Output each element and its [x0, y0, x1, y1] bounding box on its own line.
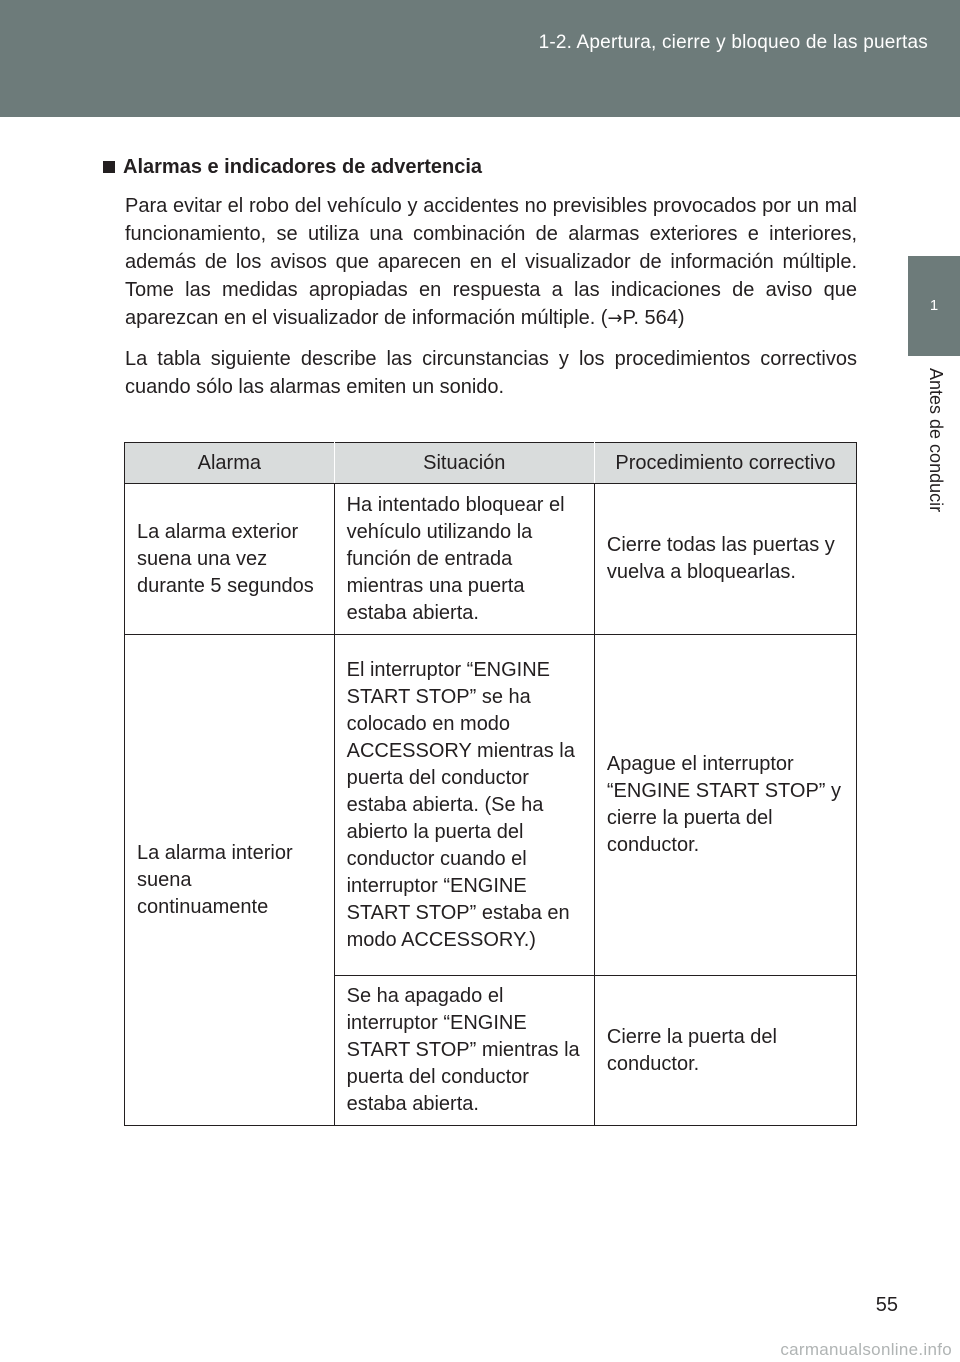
- section-heading: [103, 152, 857, 182]
- table-header-row: [125, 443, 857, 484]
- page-reference-link[interactable]: P. 564): [622, 307, 685, 329]
- alarm-table: [124, 442, 857, 1126]
- square-bullet-icon: [103, 161, 115, 173]
- arrow-right-icon: →: [607, 308, 623, 329]
- procedure-cell: Apague el interruptor “ENGINE START STOP” y cierre la puerta del conductor.: [594, 635, 856, 976]
- side-tab-label-text: Antes de conducir: [926, 368, 946, 513]
- side-tab-number: 1: [908, 256, 960, 356]
- table-row: [125, 484, 857, 635]
- procedure-cell: Cierre todas las puertas y vuelva a bloquearlas.: [594, 484, 856, 635]
- page-number: 55: [875, 1294, 898, 1316]
- header-situation: Situación: [334, 443, 594, 484]
- header-alarm: Alarma: [125, 443, 335, 484]
- intro-paragraph: [125, 192, 857, 333]
- header-procedure: Procedimiento correctivo: [594, 443, 856, 484]
- intro-paragraph-text: Para evitar el robo del vehículo y accidentes no previsibles provocados por un mal funcionamiento, se utiliza una combinación de alarmas exteriores e interiores, además de los avisos que aparecen en el visualizador de información múltiple. Tome las medidas apropiadas en respuesta a las indicaciones de aviso que aparezcan en el visualizador de información múltiple. (: [125, 195, 857, 329]
- situation-cell: El interruptor “ENGINE START STOP” se ha colocado en modo ACCESSORY mientras la puerta del conductor estaba abierta. (Se ha abierto la puerta del conductor cuando el interruptor “ENGINE START STOP” estaba en modo ACCESSORY.): [334, 635, 594, 976]
- chapter-title: 1-2. Apertura, cierre y bloqueo de las puertas: [538, 32, 928, 53]
- table-row: [125, 635, 857, 976]
- table-intro-paragraph: La tabla siguiente describe las circunstancias y los procedimientos correctivos cuando sólo las alarmas emiten un sonido.: [125, 348, 857, 398]
- situation-cell: Se ha apagado el interruptor “ENGINE START STOP” mientras la puerta del conductor estaba abierta.: [334, 976, 594, 1126]
- side-tab-label: [908, 368, 960, 548]
- section-heading-text: Alarmas e indicadores de advertencia: [123, 155, 483, 178]
- alarm-section: [103, 152, 857, 401]
- procedure-cell: Cierre la puerta del conductor.: [594, 976, 856, 1126]
- alarm-cell: La alarma exterior suena una vez durante 5 segundos: [125, 484, 335, 635]
- header-band: [0, 0, 960, 117]
- situation-cell: Ha intentado bloquear el vehículo utilizando la función de entrada mientras una puerta estaba abierta.: [334, 484, 594, 635]
- watermark: carmanualsonline.info: [780, 1340, 952, 1359]
- alarm-cell: La alarma interior suena continuamente: [125, 635, 335, 1126]
